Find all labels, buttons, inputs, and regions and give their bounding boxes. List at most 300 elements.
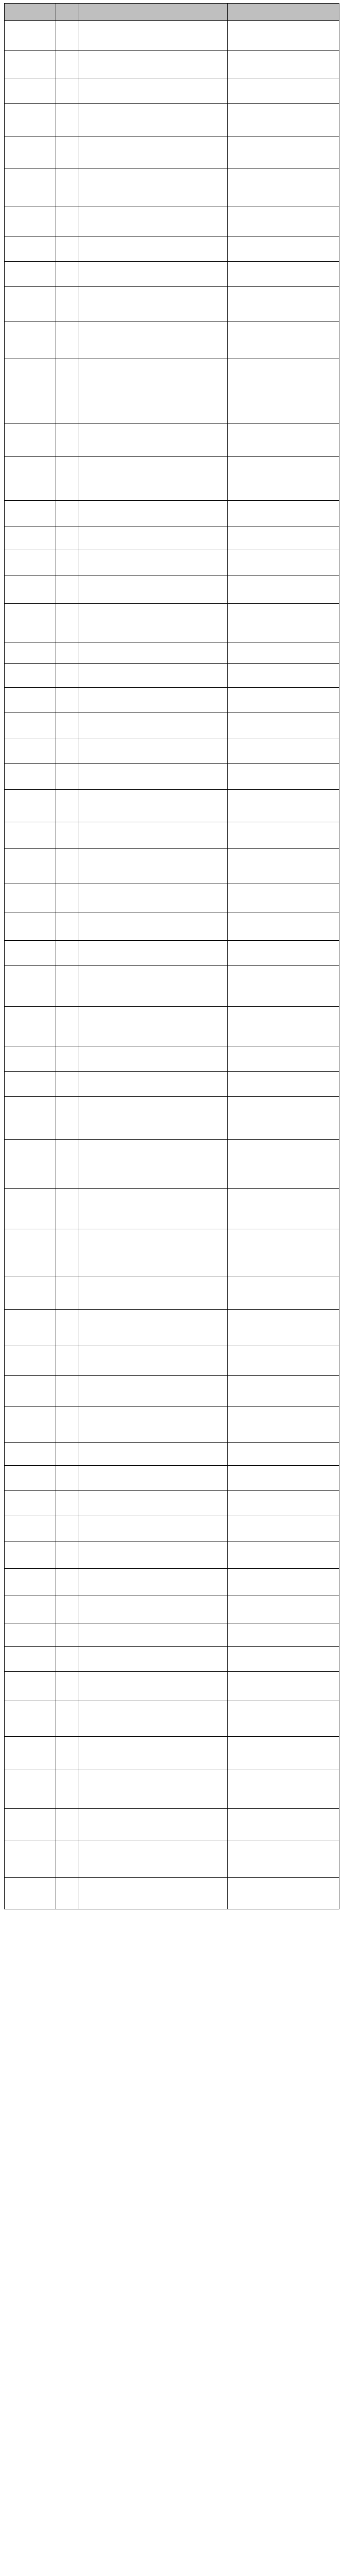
table-cell — [5, 527, 56, 550]
table-cell — [228, 1569, 339, 1596]
table-cell — [56, 1189, 78, 1229]
table-cell — [5, 1737, 56, 1770]
table-cell — [56, 1407, 78, 1443]
table-cell — [56, 1647, 78, 1672]
table-row — [5, 287, 339, 321]
table-cell — [56, 1229, 78, 1277]
table-cell — [5, 1376, 56, 1407]
table-cell — [78, 287, 228, 321]
table-cell — [228, 713, 339, 738]
table-cell — [228, 104, 339, 137]
table-cell — [78, 423, 228, 457]
table-cell — [5, 1840, 56, 1878]
table-cell — [56, 321, 78, 359]
table-cell — [78, 1097, 228, 1140]
table-row — [5, 1737, 339, 1770]
table-row — [5, 1443, 339, 1466]
table-row — [5, 457, 339, 501]
table-cell — [56, 713, 78, 738]
table-row — [5, 1647, 339, 1672]
table-cell — [78, 1623, 228, 1647]
table-cell — [56, 764, 78, 790]
table-cell — [78, 1770, 228, 1809]
table-cell — [228, 1466, 339, 1491]
table-cell — [78, 1140, 228, 1189]
table-row — [5, 1672, 339, 1701]
table-cell — [5, 1443, 56, 1466]
table-cell — [56, 1770, 78, 1809]
table-cell — [228, 1770, 339, 1809]
table-cell — [5, 941, 56, 966]
table-cell — [5, 501, 56, 527]
table-cell — [56, 501, 78, 527]
table-cell — [5, 51, 56, 78]
table-row — [5, 1569, 339, 1596]
table-row — [5, 1376, 339, 1407]
table-cell — [56, 642, 78, 664]
table-cell — [5, 1046, 56, 1072]
table-cell — [5, 104, 56, 137]
table-cell — [228, 359, 339, 423]
table-cell — [78, 688, 228, 713]
table-cell — [78, 966, 228, 1007]
table-row — [5, 1701, 339, 1737]
table-cell — [56, 966, 78, 1007]
table-cell — [228, 1623, 339, 1647]
table-cell — [78, 1878, 228, 1909]
table-row — [5, 1516, 339, 1541]
table-cell — [5, 764, 56, 790]
table-cell — [78, 912, 228, 941]
table-cell — [78, 790, 228, 822]
table-cell — [56, 790, 78, 822]
table-row — [5, 1007, 339, 1046]
table-cell — [228, 1310, 339, 1346]
table-cell — [78, 738, 228, 764]
table-cell — [78, 764, 228, 790]
table-cell — [5, 575, 56, 604]
table-cell — [5, 849, 56, 884]
table-cell — [78, 1046, 228, 1072]
table-cell — [228, 1737, 339, 1770]
header-col-2 — [56, 4, 78, 21]
header-col-1 — [5, 4, 56, 21]
table-cell — [228, 1277, 339, 1310]
table-cell — [228, 912, 339, 941]
table-cell — [5, 1189, 56, 1229]
table-cell — [56, 738, 78, 764]
table-cell — [78, 51, 228, 78]
table-cell — [56, 359, 78, 423]
table-cell — [5, 137, 56, 168]
table-row — [5, 604, 339, 642]
table-cell — [228, 1443, 339, 1466]
table-row — [5, 1809, 339, 1840]
table-cell — [78, 822, 228, 849]
table-row — [5, 550, 339, 575]
table-cell — [5, 1516, 56, 1541]
table-cell — [78, 321, 228, 359]
table-row — [5, 21, 339, 51]
table-cell — [5, 1072, 56, 1097]
table-cell — [228, 262, 339, 287]
table-row — [5, 104, 339, 137]
table-cell — [56, 1541, 78, 1569]
table-cell — [78, 104, 228, 137]
table-cell — [56, 262, 78, 287]
table-cell — [78, 457, 228, 501]
table-cell — [228, 849, 339, 884]
table-cell — [5, 287, 56, 321]
table-row — [5, 575, 339, 604]
table-row — [5, 966, 339, 1007]
table-cell — [5, 236, 56, 262]
table-cell — [228, 1140, 339, 1189]
table-row — [5, 207, 339, 236]
table-cell — [228, 1007, 339, 1046]
table-row — [5, 1310, 339, 1346]
table-cell — [5, 822, 56, 849]
table-cell — [228, 1189, 339, 1229]
table-cell — [56, 941, 78, 966]
table-cell — [5, 688, 56, 713]
table-cell — [228, 1701, 339, 1737]
table-cell — [228, 1809, 339, 1840]
table-cell — [5, 457, 56, 501]
table-cell — [78, 236, 228, 262]
table-cell — [78, 1443, 228, 1466]
table-cell — [56, 688, 78, 713]
table-cell — [56, 664, 78, 688]
table-cell — [228, 688, 339, 713]
table-row — [5, 941, 339, 966]
table-cell — [228, 575, 339, 604]
table-cell — [228, 321, 339, 359]
table-row — [5, 1189, 339, 1229]
table-cell — [56, 1878, 78, 1909]
table-cell — [228, 207, 339, 236]
table-row — [5, 664, 339, 688]
table-cell — [228, 1376, 339, 1407]
table-cell — [228, 790, 339, 822]
table-cell — [56, 1140, 78, 1189]
table-cell — [78, 359, 228, 423]
table-cell — [56, 1701, 78, 1737]
document — [4, 3, 339, 1909]
table-cell — [228, 236, 339, 262]
table-cell — [56, 21, 78, 51]
table-cell — [5, 966, 56, 1007]
table-cell — [78, 1516, 228, 1541]
table-cell — [5, 262, 56, 287]
table-cell — [78, 1229, 228, 1277]
table-cell — [78, 168, 228, 207]
table-cell — [56, 1466, 78, 1491]
table-cell — [78, 664, 228, 688]
table-cell — [5, 423, 56, 457]
table-row — [5, 527, 339, 550]
table-row — [5, 884, 339, 912]
table-row — [5, 423, 339, 457]
table-cell — [5, 1466, 56, 1491]
table-cell — [228, 1672, 339, 1701]
table-cell — [228, 1097, 339, 1140]
table-cell — [5, 1229, 56, 1277]
table-cell — [5, 359, 56, 423]
table-cell — [78, 1346, 228, 1376]
table-cell — [5, 1310, 56, 1346]
table-cell — [78, 21, 228, 51]
table-cell — [78, 604, 228, 642]
table-cell — [5, 604, 56, 642]
table-cell — [56, 137, 78, 168]
table-cell — [228, 501, 339, 527]
table-cell — [5, 1672, 56, 1701]
table-cell — [228, 1647, 339, 1672]
table-cell — [56, 550, 78, 575]
table-cell — [78, 1596, 228, 1623]
table-row — [5, 642, 339, 664]
table-cell — [56, 1072, 78, 1097]
table-cell — [78, 1569, 228, 1596]
table-row — [5, 688, 339, 713]
table-cell — [228, 1072, 339, 1097]
table-cell — [228, 1407, 339, 1443]
table-cell — [5, 912, 56, 941]
table-cell — [56, 822, 78, 849]
table-row — [5, 321, 339, 359]
table-cell — [78, 1189, 228, 1229]
table-cell — [56, 236, 78, 262]
table-row — [5, 1277, 339, 1310]
table-cell — [56, 1737, 78, 1770]
table-row — [5, 1097, 339, 1140]
table-cell — [78, 137, 228, 168]
table-cell — [78, 1701, 228, 1737]
table-row — [5, 849, 339, 884]
table-row — [5, 764, 339, 790]
table-cell — [5, 207, 56, 236]
table-cell — [5, 1809, 56, 1840]
table-row — [5, 1596, 339, 1623]
table-cell — [56, 1310, 78, 1346]
table-cell — [228, 1878, 339, 1909]
table-cell — [56, 1376, 78, 1407]
table-cell — [5, 1770, 56, 1809]
table-row — [5, 236, 339, 262]
table-cell — [78, 1647, 228, 1672]
table-cell — [78, 1809, 228, 1840]
table-row — [5, 137, 339, 168]
table-cell — [56, 457, 78, 501]
table-cell — [5, 1596, 56, 1623]
table-cell — [228, 941, 339, 966]
table-cell — [56, 1569, 78, 1596]
table-cell — [5, 21, 56, 51]
table-cell — [78, 207, 228, 236]
table-cell — [228, 287, 339, 321]
table-header-row — [5, 4, 339, 21]
table-cell — [78, 1277, 228, 1310]
table-cell — [5, 1277, 56, 1310]
table-cell — [5, 1623, 56, 1647]
table-cell — [56, 884, 78, 912]
table-cell — [228, 527, 339, 550]
table-cell — [5, 1701, 56, 1737]
table-cell — [56, 287, 78, 321]
table-cell — [78, 501, 228, 527]
table-cell — [56, 423, 78, 457]
table-cell — [56, 1623, 78, 1647]
table-row — [5, 1770, 339, 1809]
table-row — [5, 51, 339, 78]
table-cell — [56, 1346, 78, 1376]
requirements-table — [4, 3, 339, 1909]
table-row — [5, 1229, 339, 1277]
table-row — [5, 1623, 339, 1647]
table-cell — [228, 168, 339, 207]
table-cell — [56, 912, 78, 941]
table-cell — [56, 527, 78, 550]
table-cell — [5, 321, 56, 359]
table-cell — [228, 1046, 339, 1072]
table-cell — [5, 1878, 56, 1909]
table-cell — [228, 822, 339, 849]
table-cell — [56, 604, 78, 642]
table-row — [5, 822, 339, 849]
table-cell — [228, 738, 339, 764]
table-cell — [5, 1097, 56, 1140]
table-cell — [78, 1466, 228, 1491]
table-row — [5, 1346, 339, 1376]
table-cell — [228, 137, 339, 168]
table-row — [5, 912, 339, 941]
table-row — [5, 501, 339, 527]
table-cell — [78, 1491, 228, 1516]
table-cell — [56, 1007, 78, 1046]
table-cell — [56, 51, 78, 78]
table-cell — [78, 550, 228, 575]
table-cell — [56, 1443, 78, 1466]
table-cell — [228, 457, 339, 501]
table-cell — [78, 884, 228, 912]
table-cell — [228, 604, 339, 642]
table-cell — [78, 78, 228, 104]
table-cell — [78, 1407, 228, 1443]
table-row — [5, 1491, 339, 1516]
table-row — [5, 168, 339, 207]
table-cell — [78, 849, 228, 884]
table-row — [5, 1407, 339, 1443]
table-cell — [78, 262, 228, 287]
table-cell — [5, 168, 56, 207]
table-cell — [228, 764, 339, 790]
table-cell — [5, 664, 56, 688]
table-cell — [56, 1516, 78, 1541]
table-cell — [5, 1346, 56, 1376]
table-cell — [56, 78, 78, 104]
table-cell — [228, 642, 339, 664]
table-row — [5, 78, 339, 104]
table-row — [5, 1840, 339, 1878]
table-row — [5, 1072, 339, 1097]
header-col-4 — [228, 4, 339, 21]
table-cell — [78, 642, 228, 664]
table-cell — [228, 1596, 339, 1623]
table-cell — [228, 664, 339, 688]
table-cell — [78, 1672, 228, 1701]
table-cell — [5, 738, 56, 764]
table-cell — [56, 1672, 78, 1701]
table-cell — [56, 1809, 78, 1840]
table-cell — [5, 713, 56, 738]
table-cell — [5, 1491, 56, 1516]
table-cell — [56, 1596, 78, 1623]
table-cell — [78, 1072, 228, 1097]
table-cell — [5, 1647, 56, 1672]
table-cell — [228, 550, 339, 575]
table-cell — [228, 1229, 339, 1277]
table-cell — [78, 713, 228, 738]
table-cell — [228, 966, 339, 1007]
table-cell — [78, 527, 228, 550]
table-row — [5, 790, 339, 822]
table-cell — [56, 849, 78, 884]
table-cell — [228, 21, 339, 51]
table-cell — [5, 790, 56, 822]
table-cell — [56, 575, 78, 604]
table-cell — [5, 884, 56, 912]
table-cell — [56, 207, 78, 236]
table-cell — [5, 550, 56, 575]
table-cell — [5, 1541, 56, 1569]
table-cell — [228, 423, 339, 457]
table-cell — [78, 1737, 228, 1770]
table-cell — [5, 78, 56, 104]
table-cell — [78, 941, 228, 966]
table-row — [5, 713, 339, 738]
table-cell — [5, 1007, 56, 1046]
table-cell — [56, 1097, 78, 1140]
table-row — [5, 1878, 339, 1909]
table-cell — [228, 1491, 339, 1516]
table-cell — [5, 1407, 56, 1443]
table-row — [5, 1140, 339, 1189]
table-cell — [228, 1516, 339, 1541]
table-row — [5, 1466, 339, 1491]
table-cell — [78, 1310, 228, 1346]
table-cell — [5, 1569, 56, 1596]
table-row — [5, 1541, 339, 1569]
table-cell — [56, 1046, 78, 1072]
table-cell — [228, 78, 339, 104]
table-cell — [56, 1277, 78, 1310]
table-cell — [78, 575, 228, 604]
table-cell — [56, 1491, 78, 1516]
table-cell — [78, 1007, 228, 1046]
table-cell — [78, 1376, 228, 1407]
table-cell — [5, 1140, 56, 1189]
table-cell — [56, 1840, 78, 1878]
table-cell — [78, 1541, 228, 1569]
table-cell — [228, 1541, 339, 1569]
table-cell — [56, 104, 78, 137]
table-cell — [228, 884, 339, 912]
table-cell — [228, 1346, 339, 1376]
table-row — [5, 359, 339, 423]
table-row — [5, 738, 339, 764]
table-cell — [228, 1840, 339, 1878]
